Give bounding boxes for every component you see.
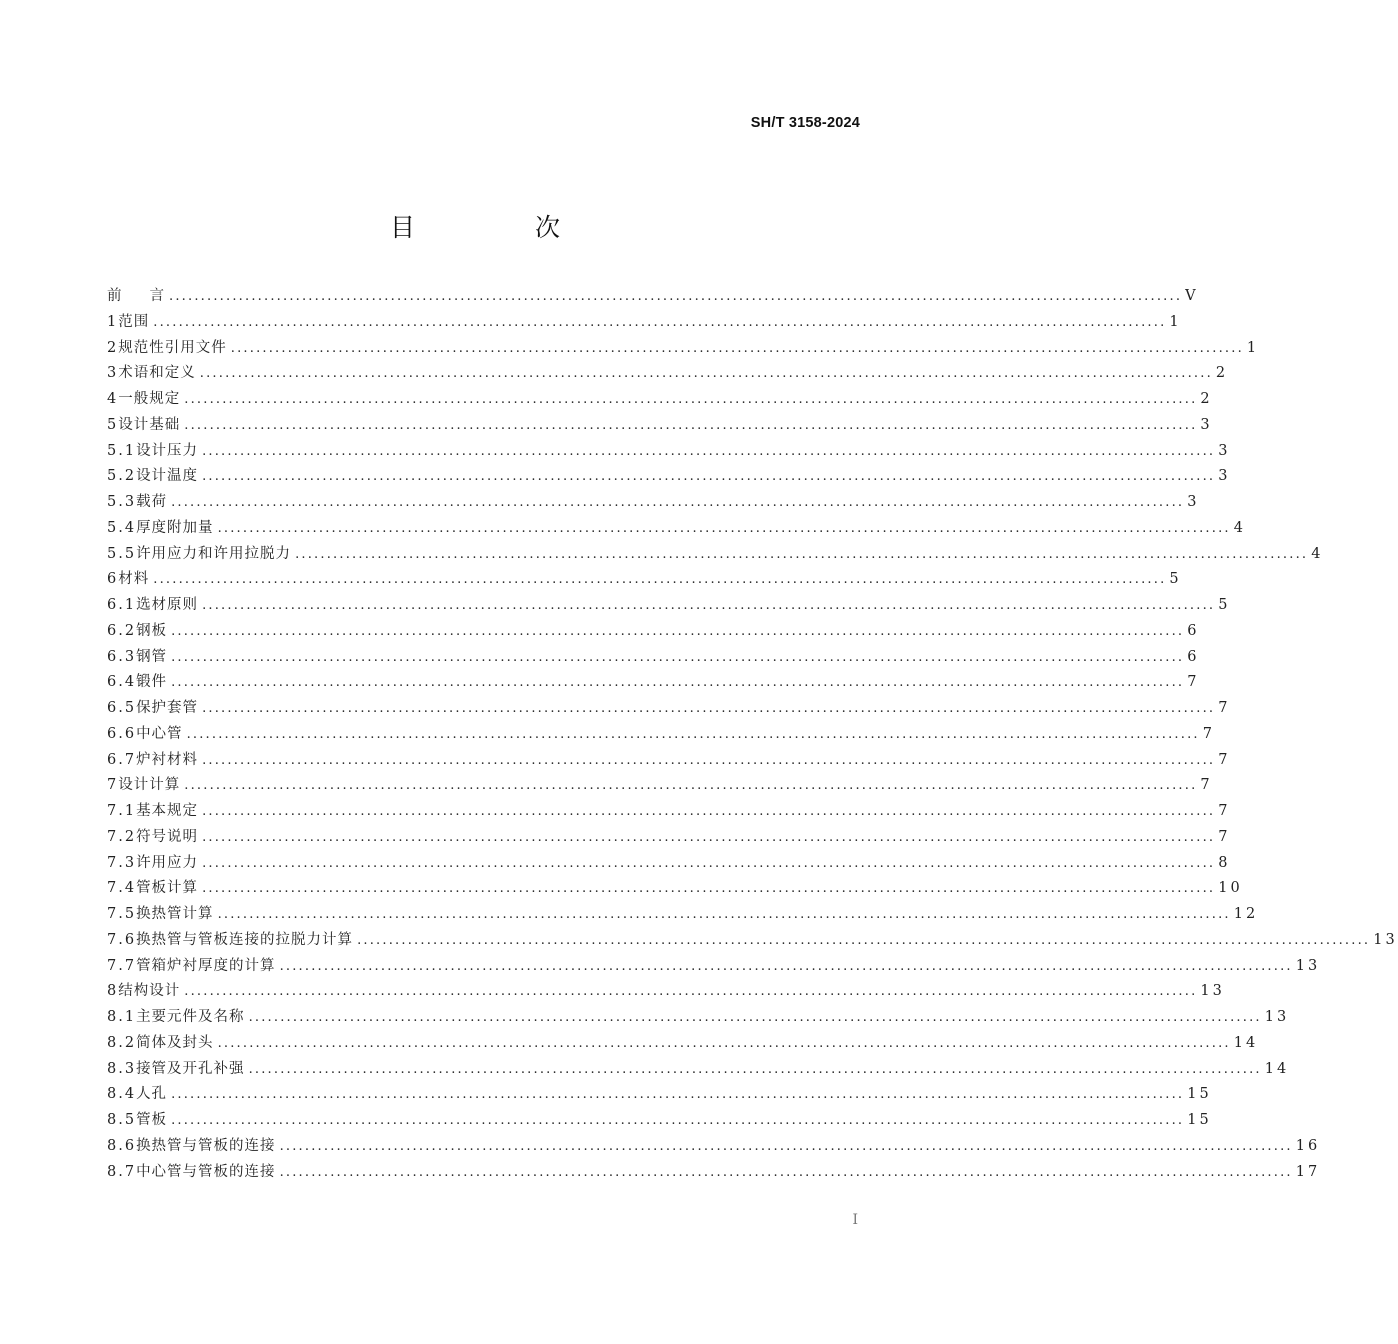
toc-entry-title: 换热管计算 xyxy=(136,906,214,922)
toc-entry-number: 8.4 xyxy=(107,1086,137,1103)
toc-entry[interactable] xyxy=(107,439,1231,465)
toc-entry-number: 7.1 xyxy=(107,803,137,819)
dot-leader: ................................................................................................................................................................ xyxy=(171,1087,1185,1103)
toc-entry[interactable] xyxy=(107,1005,1290,1031)
toc-entry-number: 8 xyxy=(107,983,119,1000)
toc-entry[interactable] xyxy=(107,799,1231,825)
toc-entry-page: 15 xyxy=(1187,1086,1212,1103)
toc-entry-page: 1 xyxy=(1246,339,1260,356)
toc-entry-page: 14 xyxy=(1233,1034,1259,1051)
toc-entry-number: 6.6 xyxy=(107,725,137,742)
toc-entry[interactable] xyxy=(107,1082,1212,1108)
toc-entry[interactable] xyxy=(107,387,1213,413)
toc-entry-title: 保护套管 xyxy=(136,700,199,716)
toc-entry-title: 术语和定义 xyxy=(118,365,196,382)
toc-entry-title: 管板计算 xyxy=(136,880,199,897)
toc-entry-page: 17 xyxy=(1295,1163,1321,1180)
toc-entry-number: 5.1 xyxy=(107,442,137,459)
toc-entry-page: 4 xyxy=(1233,519,1246,536)
toc-entry[interactable] xyxy=(107,954,1321,980)
dot-leader: ................................................................................................................................................................ xyxy=(171,623,1185,639)
dot-leader: ................................................................................................................................................................ xyxy=(248,1061,1262,1077)
toc-entry-number: 8.3 xyxy=(107,1060,137,1077)
dot-leader: ................................................................................................................................................................ xyxy=(153,572,1167,588)
toc-entry-title: 中心管 xyxy=(136,725,183,742)
toc-entry-page: 6 xyxy=(1187,648,1200,665)
table-of-contents xyxy=(107,284,1398,1185)
toc-entry[interactable] xyxy=(107,619,1200,645)
dot-leader: ................................................................................................................................................................ xyxy=(217,1035,1231,1051)
dot-leader: ................................................................................................................................................................ xyxy=(202,598,1216,613)
toc-entry-number: 7.6 xyxy=(107,931,137,948)
toc-entry-number: 5.4 xyxy=(107,519,137,536)
toc-entry-page: 3 xyxy=(1200,416,1213,433)
toc-entry[interactable] xyxy=(107,1108,1212,1134)
toc-entry-number: 8.1 xyxy=(107,1009,137,1025)
dot-leader: ................................................................................................................................................................ xyxy=(202,881,1216,897)
toc-entry-title: 载荷 xyxy=(136,494,168,510)
dot-leader: ................................................................................................................................................................ xyxy=(279,1138,1293,1154)
toc-entry[interactable] xyxy=(107,361,1229,387)
toc-entry-title: 范围 xyxy=(118,313,150,330)
toc-entry-title: 钢板 xyxy=(136,622,168,639)
toc-entry-page: 7 xyxy=(1218,751,1231,768)
dot-leader: ................................................................................................................................................................ xyxy=(199,366,1213,382)
toc-entry-number: 5.2 xyxy=(107,468,137,485)
toc-entry-title: 设计温度 xyxy=(136,468,199,485)
toc-entry[interactable] xyxy=(107,567,1182,593)
dot-leader: ................................................................................................................................................................ xyxy=(230,340,1244,356)
toc-entry-number: 8.7 xyxy=(107,1163,137,1180)
toc-entry-number: 7.4 xyxy=(107,880,137,897)
toc-entry-title: 管板 xyxy=(136,1112,168,1128)
dot-leader: ................................................................................................................................................................ xyxy=(295,546,1309,562)
toc-entry-title: 钢管 xyxy=(136,648,168,665)
toc-entry-title: 符号说明 xyxy=(136,828,199,845)
toc-entry-title: 换热管与管板的连接 xyxy=(136,1137,276,1154)
toc-entry-title: 换热管与管板连接的拉脱力计算 xyxy=(136,931,354,948)
toc-entry[interactable] xyxy=(107,773,1213,799)
toc-entry[interactable] xyxy=(107,310,1182,336)
toc-entry-number: 6.4 xyxy=(107,674,137,691)
toc-entry-title: 简体及封头 xyxy=(136,1034,214,1051)
toc-entry-page: 15 xyxy=(1187,1112,1212,1128)
dot-leader: ................................................................................................................................................................ xyxy=(184,392,1198,407)
toc-entry-title: 言 xyxy=(149,288,165,304)
dot-leader: ................................................................................................................................................................ xyxy=(171,495,1185,510)
toc-entry-page: 7 xyxy=(1218,700,1231,716)
toc-entry-title: 基本规定 xyxy=(136,803,199,819)
dot-leader: ................................................................................................................................................................ xyxy=(202,469,1216,485)
toc-entry-title: 设计基础 xyxy=(118,416,181,433)
toc-entry[interactable] xyxy=(107,490,1200,516)
toc-entry-number: 8.6 xyxy=(107,1137,137,1154)
dot-leader: ................................................................................................................................................................ xyxy=(202,701,1216,716)
toc-entry[interactable] xyxy=(107,670,1200,696)
toc-entry-page: 16 xyxy=(1295,1137,1321,1154)
toc-entry-title: 规范性引用文件 xyxy=(118,339,227,356)
toc-entry-number: 6.3 xyxy=(107,648,137,665)
toc-entry-number: 6.7 xyxy=(107,751,137,768)
dot-leader: ................................................................................................................................................................ xyxy=(217,907,1231,922)
toc-entry-number: 7.3 xyxy=(107,854,137,871)
dot-leader: ................................................................................................................................................................ xyxy=(357,932,1371,948)
toc-entry[interactable] xyxy=(107,464,1231,490)
dot-leader: ................................................................................................................................................................ xyxy=(202,829,1216,845)
toc-entry[interactable] xyxy=(107,1057,1290,1083)
toc-entry[interactable] xyxy=(107,593,1231,619)
dot-leader: ................................................................................................................................................................ xyxy=(202,443,1216,459)
toc-entry-number: 8.5 xyxy=(107,1112,137,1128)
toc-entry[interactable] xyxy=(107,876,1243,902)
toc-entry-title: 许用应力 xyxy=(136,854,199,871)
toc-entry-page: 5 xyxy=(1218,597,1231,613)
toc-entry-page: 13 xyxy=(1295,957,1321,974)
toc-entry-number: 5.3 xyxy=(107,494,137,510)
toc-entry-title: 一般规定 xyxy=(118,391,181,407)
toc-entry[interactable] xyxy=(107,516,1246,542)
footer-page-number: I xyxy=(852,1212,858,1228)
toc-entry-number: 前 xyxy=(107,288,124,304)
toc-entry-number: 8.2 xyxy=(107,1034,137,1051)
toc-entry-title: 结构设计 xyxy=(118,983,181,1000)
toc-entry-title: 材料 xyxy=(118,571,150,588)
toc-entry-title: 厚度附加量 xyxy=(136,519,214,536)
toc-entry[interactable] xyxy=(107,1031,1259,1057)
toc-entry-title: 中心管与管板的连接 xyxy=(136,1163,276,1180)
dot-leader: ................................................................................................................................................................ xyxy=(184,778,1198,794)
dot-leader: ................................................................................................................................................................ xyxy=(171,649,1185,665)
toc-entry-number: 3 xyxy=(107,365,119,382)
toc-entry-page: 3 xyxy=(1218,468,1231,485)
toc-entry-number: 6.5 xyxy=(107,700,137,716)
toc-entry-page: 7 xyxy=(1200,777,1213,794)
toc-entry[interactable] xyxy=(107,336,1260,362)
dot-leader: ................................................................................................................................................................ xyxy=(217,520,1231,536)
dot-leader: ................................................................................................................................................................ xyxy=(169,289,1183,304)
toc-entry-title: 主要元件及名称 xyxy=(136,1009,245,1025)
toc-entry[interactable] xyxy=(107,825,1231,851)
dot-leader: ................................................................................................................................................................ xyxy=(279,958,1293,974)
toc-entry[interactable] xyxy=(107,413,1213,439)
toc-entry[interactable] xyxy=(107,1160,1321,1186)
dot-leader: ................................................................................................................................................................ xyxy=(153,314,1167,330)
dot-leader: ................................................................................................................................................................ xyxy=(279,1164,1293,1180)
toc-entry-page: 12 xyxy=(1233,906,1259,922)
toc-entry[interactable] xyxy=(107,645,1200,671)
dot-leader: ................................................................................................................................................................ xyxy=(202,804,1216,819)
toc-entry-page: 14 xyxy=(1264,1060,1290,1077)
toc-entry[interactable] xyxy=(107,928,1398,954)
toc-entry-number: 7.7 xyxy=(107,957,137,974)
dot-leader: ................................................................................................................................................................ xyxy=(171,675,1185,691)
toc-entry-page: 5 xyxy=(1169,571,1182,588)
toc-entry-page: 2 xyxy=(1200,391,1213,407)
toc-entry-number: 7.5 xyxy=(107,906,137,922)
toc-entry-title: 人孔 xyxy=(136,1086,168,1103)
toc-entry-title: 管箱炉衬厚度的计算 xyxy=(136,957,276,974)
toc-entry-title: 炉衬材料 xyxy=(136,751,199,768)
toc-entry-number: 2 xyxy=(107,339,119,356)
toc-entry-number: 7.2 xyxy=(107,828,137,845)
dot-leader: ................................................................................................................................................................ xyxy=(184,984,1198,1000)
toc-entry-title: 接管及开孔补强 xyxy=(136,1060,245,1077)
toc-entry-page: 3 xyxy=(1187,494,1200,510)
toc-title: 目 次 xyxy=(390,213,616,242)
toc-entry-page: V xyxy=(1185,288,1199,304)
toc-entry[interactable] xyxy=(107,748,1231,774)
toc-entry-page: 7 xyxy=(1218,803,1231,819)
dot-leader: ................................................................................................................................................................ xyxy=(202,752,1216,768)
toc-entry-number: 6 xyxy=(107,571,119,588)
toc-entry[interactable] xyxy=(107,1134,1321,1160)
toc-entry-page: 7 xyxy=(1218,828,1231,845)
toc-entry-number: 6.2 xyxy=(107,622,137,639)
toc-entry-title: 许用应力和许用拉脱力 xyxy=(136,545,292,562)
toc-entry[interactable] xyxy=(107,696,1231,722)
toc-entry-number: 4 xyxy=(107,391,119,407)
toc-entry-title: 锻件 xyxy=(136,674,168,691)
toc-entry-page: 7 xyxy=(1187,674,1200,691)
toc-entry[interactable] xyxy=(107,284,1199,310)
toc-entry[interactable] xyxy=(107,902,1259,928)
toc-entry-number: 6.1 xyxy=(107,597,137,613)
toc-entry[interactable] xyxy=(107,542,1324,568)
dot-leader: ................................................................................................................................................................ xyxy=(186,726,1200,742)
toc-entry-title: 设计计算 xyxy=(118,777,181,794)
toc-entry-page: 6 xyxy=(1187,622,1200,639)
toc-entry-title: 设计压力 xyxy=(136,442,199,459)
toc-entry-page: 8 xyxy=(1218,854,1231,871)
toc-entry-page: 3 xyxy=(1218,442,1231,459)
dot-leader: ................................................................................................................................................................ xyxy=(202,855,1216,871)
toc-entry-page: 13 xyxy=(1264,1009,1290,1025)
toc-entry-number: 5.5 xyxy=(107,545,137,562)
toc-entry[interactable] xyxy=(107,851,1231,877)
toc-entry-title: 选材原则 xyxy=(136,597,199,613)
toc-entry-page: 13 xyxy=(1373,931,1398,948)
toc-entry-page: 1 xyxy=(1169,313,1182,330)
toc-entry[interactable] xyxy=(107,979,1225,1005)
toc-entry-page: 2 xyxy=(1215,365,1229,382)
dot-leader: ................................................................................................................................................................ xyxy=(171,1113,1185,1128)
standard-code: SH/T 3158-2024 xyxy=(750,115,860,131)
toc-entry[interactable] xyxy=(107,722,1215,748)
toc-entry-number: 7 xyxy=(107,777,119,794)
dot-leader: ................................................................................................................................................................ xyxy=(184,417,1198,433)
toc-entry-page: 10 xyxy=(1218,880,1243,897)
toc-entry-page: 4 xyxy=(1311,545,1324,562)
toc-entry-page: 13 xyxy=(1200,983,1225,1000)
toc-entry-number: 1 xyxy=(107,313,119,330)
dot-leader: ................................................................................................................................................................ xyxy=(248,1010,1262,1025)
toc-entry-page: 7 xyxy=(1202,725,1215,742)
toc-entry-number: 5 xyxy=(107,416,119,433)
